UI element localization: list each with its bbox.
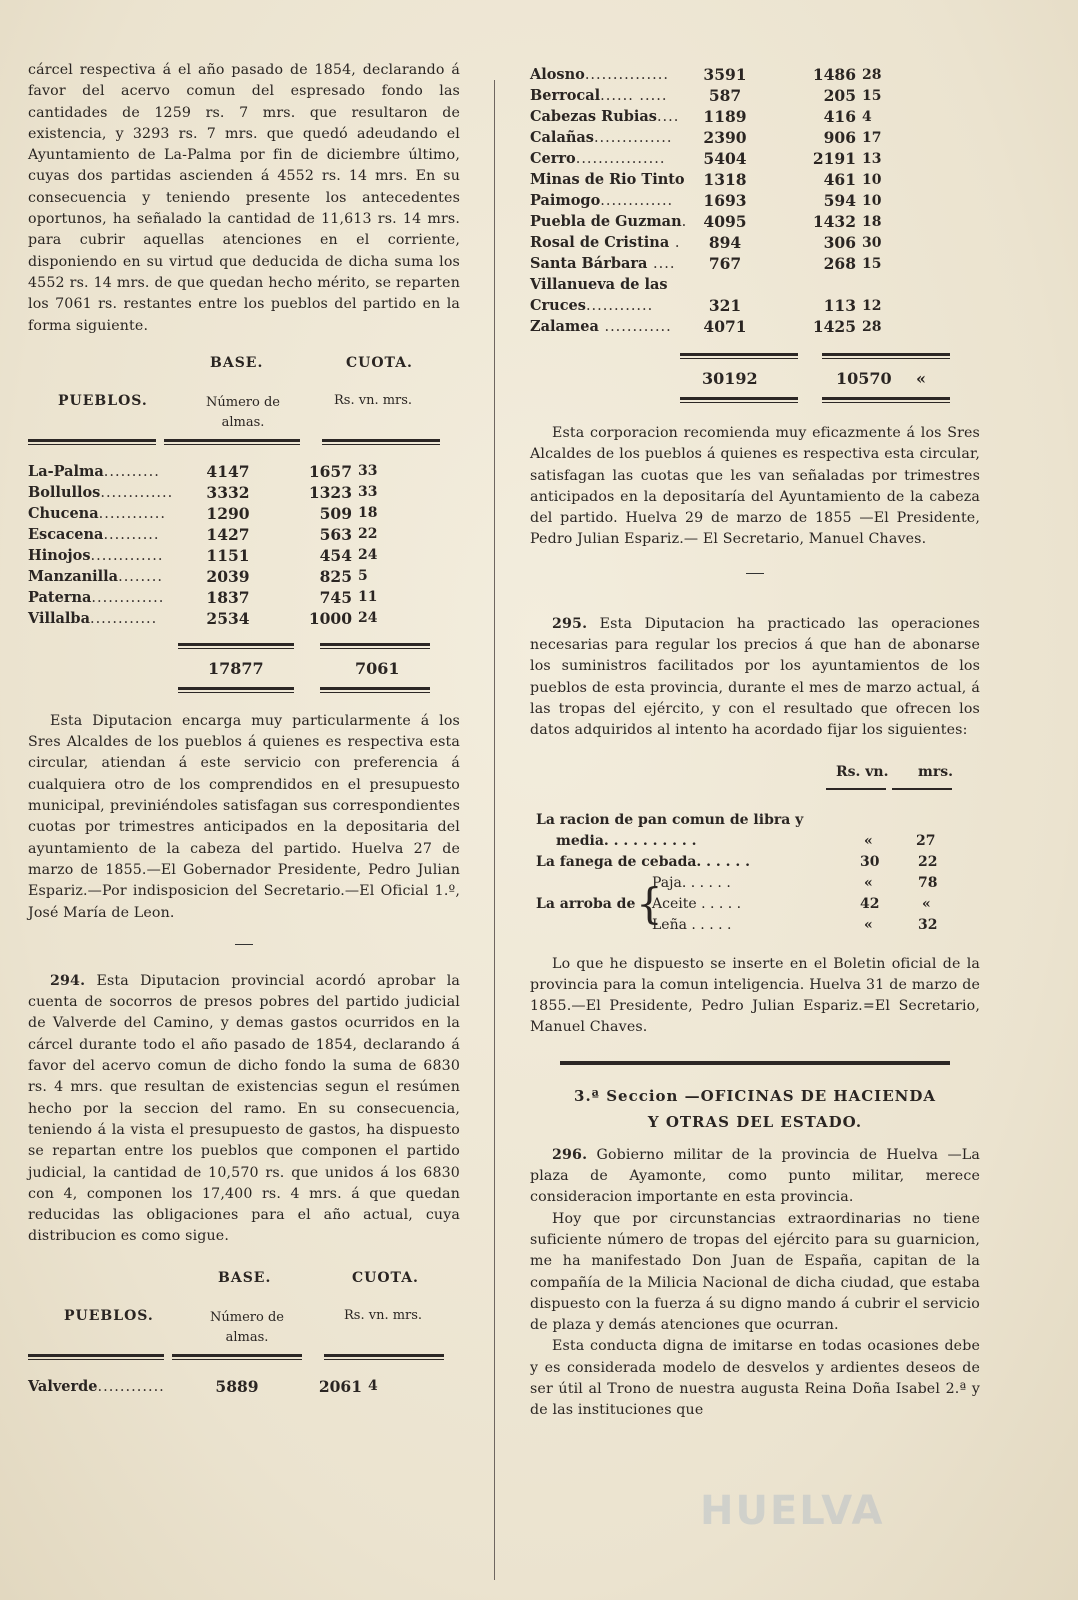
price-paja-label: Paja. . . . . . (652, 874, 731, 891)
almas-cell: 4147 (206, 461, 250, 481)
mrs-cell: 13 (862, 150, 882, 167)
mrs-cell: 15 (862, 87, 882, 104)
almas-cell: 4071 (703, 317, 747, 336)
rs-cell: 416 (823, 107, 856, 126)
mrs-cell (862, 274, 902, 295)
pueblo-name: Bollullos (28, 483, 101, 501)
table-row (530, 106, 980, 127)
total-mrs-3: « (916, 369, 926, 388)
paragraph-296-text: Gobierno militar de la provincia de Huelva —La plaza de Ayamonte, como punto militar, merece consideracion importante en esta provincia. (530, 1146, 980, 1206)
pueblo-name: Valverde (28, 1377, 98, 1395)
almas-cell: 2534 (206, 608, 250, 628)
table-row (530, 169, 980, 190)
mrs-cell: 28 (862, 66, 882, 83)
leader-dots: ............ (585, 298, 654, 314)
paragraph-conducta: Esta conducta digna de imitarse en todas ocasiones debe y es considerada modelo de desvelos y ardientes deseos de ser útil al Trono de nuestra augusta Reina Doña Isabel 2.ª y de las instituciones que (530, 1338, 980, 1419)
prices-table (530, 812, 980, 940)
table-row (530, 127, 980, 148)
rs-cell: 906 (823, 128, 856, 147)
table1 (28, 461, 460, 629)
table2-top-rule (28, 1354, 460, 1360)
rs-cell: 306 (823, 233, 856, 252)
base-heading-2: BASE. (218, 1269, 272, 1286)
pueblo-name: Minas de Rio Tinto (530, 171, 685, 188)
leader-dots: . (669, 235, 681, 251)
pueblo-cell (28, 608, 188, 629)
section-title-line1: 3.ª Seccion —OFICINAS DE HACIENDA (574, 1086, 936, 1105)
price-aceite-label: Aceite . . . . . (652, 895, 742, 912)
pueblo-cell (530, 127, 690, 148)
price-row-cebada-label: La fanega de cebada. . . . . . (536, 853, 751, 870)
mrs-cell: 17 (862, 129, 882, 146)
almas-cell: 2390 (703, 128, 747, 147)
table1-subheader (28, 391, 460, 435)
almas-cell: 1189 (703, 107, 747, 126)
pueblo-name: Manzanilla (28, 567, 119, 585)
article-number-294: 294. (50, 972, 86, 989)
table3-bottom-rule (680, 353, 980, 359)
leader-dots: .......... (103, 463, 160, 480)
rs-cell: 1432 (812, 212, 856, 231)
mrs-cell: 4 (368, 1378, 378, 1395)
rs-cell: 461 (823, 170, 856, 189)
mrs-cell: 33 (358, 463, 378, 480)
almas-cell: 3591 (703, 65, 747, 84)
pueblo-name: La-Palma (28, 462, 104, 480)
almas-cell: 767 (708, 254, 742, 273)
section-rule (560, 1061, 950, 1065)
table1-total-rule (178, 687, 460, 693)
paragraph-hoy: Hoy que por circunstancias extraordinarias no tiene suficiente número de tropas del ejército para su guarnicion, me ha manifestado Don Juan de España, capitan de la compañía de la Milicia Nacional de dicha ciudad, que estaba dispuesto con la fuerza á su digno mando á cubrir el servicio de plaza y demás atenciones que ocurran. (530, 1210, 980, 1334)
rs-cell: 205 (823, 86, 856, 105)
rs-cell: 1425 (812, 317, 856, 336)
leader-dots: ............. (600, 193, 674, 209)
almas-cell: 5889 (215, 1376, 259, 1396)
table-row (530, 232, 980, 253)
almas-cell (690, 274, 760, 295)
prices-header (530, 764, 980, 788)
table-row (530, 64, 980, 85)
leader-dots: ............ (598, 319, 672, 335)
pueblo-cell (530, 232, 690, 253)
rs-cell: 2061 (318, 1376, 362, 1396)
leader-dots: ............ (98, 505, 166, 522)
table-row (28, 524, 460, 545)
rs-cell: 1486 (812, 65, 856, 84)
column-divider (494, 80, 495, 1580)
rs-vn-mrs-heading-2: Rs. vn. mrs. (344, 1307, 423, 1323)
leader-dots: .... (656, 109, 680, 125)
pueblo-name: Alosno (530, 66, 585, 83)
table-row (530, 148, 980, 169)
paragraph-inserte: Lo que he dispuesto se inserte en el Boletin oficial de la provincia para la comun inteligencia. Huelva 31 de marzo de 1855.—El Presidente, Pedro Julian Espariz.=El Secretario, Manuel Chaves. (530, 955, 980, 1036)
leader-dots: ............. (100, 484, 174, 501)
pueblo-name: Villalba (28, 609, 90, 627)
mrs-cell: 28 (862, 318, 882, 335)
brace-icon: { (636, 878, 663, 928)
mrs-cell: 24 (358, 610, 378, 627)
rs-cell: 825 (319, 566, 352, 586)
cuota-heading: CUOTA. (346, 354, 413, 371)
pueblo-name: Calañas (530, 129, 594, 146)
cuota-heading-2: CUOTA. (352, 1269, 419, 1286)
table3-totals (530, 369, 980, 397)
separator-dash (235, 944, 253, 945)
leader-dots: .... (647, 256, 676, 272)
paragraph-295-text: Esta Diputacion ha practicado las operaciones necesarias para regular los precios á que han de abonarse los suministros facilitados por los ayuntamientos de los pueblos de esta provincia, durante el mes de marzo actual, á las tropas del ejército, y con el resultado que ofrecen los datos adquiridos al intento ha acordado fijar los siguientes: (530, 615, 980, 739)
pueblo-cell (28, 587, 188, 608)
almas-cell: 1837 (206, 587, 250, 607)
base-heading: BASE. (210, 354, 264, 371)
almas-cell: 5404 (703, 149, 747, 168)
mrs-cell: 18 (358, 505, 378, 522)
paragraph-recomienda: Esta corporacion recomienda muy eficazmente á los Sres Alcaldes de los pueblos á quienes es respectiva esta circular, satisfagan las cuotas que les van señaladas por trimestres anticipados en la depositaría del Ayuntamiento de la cabeza del partido. Huelva 29 de marzo de 1855 —El Presidente, Pedro Julian Espariz.— El Secretario, Manuel Chaves. (530, 425, 980, 548)
price-lena-rs: « (864, 916, 873, 933)
table-row (28, 608, 460, 629)
price-pan-mrs: 27 (916, 832, 936, 849)
price-cebada-rs: 30 (860, 853, 880, 870)
almas-cell: 321 (708, 296, 742, 315)
mrs-cell: 22 (358, 526, 378, 543)
leader-dots: ............... (584, 67, 669, 83)
rs-cell: 113 (823, 296, 856, 315)
price-paja-mrs: 78 (918, 874, 938, 891)
leader-dots: ............ (97, 1378, 165, 1395)
table1-top-rule (28, 439, 460, 445)
leader-dots: ................ (575, 151, 666, 167)
almas-cell: 587 (708, 86, 742, 105)
section-title-line2: Y OTRAS DEL ESTADO. (647, 1112, 863, 1131)
almas-cell: 1318 (703, 170, 747, 189)
pueblo-name: Santa Bárbara (530, 255, 648, 272)
rs-cell: 594 (823, 191, 856, 210)
table2 (28, 1376, 460, 1397)
pueblo-name: Puebla de Guzman (530, 213, 682, 230)
table1-bottom-rule (178, 643, 460, 649)
pueblo-cell (28, 545, 188, 566)
price-row-pan-label-2: media. . . . . . . . . . (556, 832, 697, 849)
rs-cell: 745 (319, 587, 352, 607)
pueblo-cell (28, 482, 188, 503)
paragraph-encarga: Esta Diputacion encarga muy particularmente á los Sres Alcaldes de los pueblos á quienes es respectiva esta circular, atiendan á este servicio con preferencia á cualquiera otro de los comprendidos en el presupuesto municipal, previniéndoles satisfagan sus correspondientes cuotas por trimestres anticipados en la depositaria del ayuntamiento de la cabeza del partido. Huelva 27 de marzo de 1855.—El Gobernador Presidente, Pedro Julian Espariz.—Por indisposicion del Secretario.—El Oficial 1.º, José María de Leon. (28, 712, 460, 921)
table-row (28, 566, 460, 587)
rs-cell (760, 274, 862, 295)
paragraph-294 (28, 971, 460, 1248)
pueblo-cell (530, 274, 690, 295)
leader-dots: ............. (90, 547, 164, 564)
table2-subheader (28, 1306, 460, 1350)
rs-cell: 268 (823, 254, 856, 273)
pueblo-name: Cruces (530, 297, 586, 314)
price-arroba-label: La arroba de (536, 895, 636, 912)
table1-totals (28, 659, 460, 687)
table-row (530, 190, 980, 211)
mrs-cell: 4 (862, 108, 872, 125)
pueblo-cell (530, 211, 690, 232)
pueblo-cell (530, 190, 690, 211)
rs-cell: 454 (319, 545, 352, 565)
pueblo-cell (28, 566, 188, 587)
pueblo-cell (530, 253, 690, 274)
price-pan-rs: « (864, 832, 873, 849)
mrs-cell: 15 (862, 255, 882, 272)
almas-cell: 4095 (703, 212, 747, 231)
total-cuota: 7061 (355, 658, 400, 678)
almas-cell: 1151 (206, 545, 250, 565)
paragraph-294-text: Esta Diputacion provincial acordó aprobar la cuenta de socorros de presos pobres del partido judicial de Valverde del Camino, y demas gastos ocurridos en la cárcel durante todo el año pasado de 1854, declarando á favor del acervo comun de dicho fondo la suma de 6830 rs. 4 mrs. que resultan de existencias segun el resúmen hecho por la seccion del ramo. En su consecuencia, teniendo á la vista el presupuesto de gastos, ha dispuesto se repartan entre los pueblos que componen el partido judicial, la cantidad de 10,570 rs. que unidos á los 6830 con 4, componen los 17,400 rs. 4 mrs. á que quedan reducidas las obligaciones para el año actual, cuya distribucion es como sigue. (28, 972, 460, 1245)
mrs-cell: 30 (862, 234, 882, 251)
table3-total-rule (680, 397, 980, 403)
rs-vn-mrs-heading: Rs. vn. mrs. (334, 392, 413, 408)
left-column (28, 60, 460, 1397)
paragraph-intro: cárcel respectiva á el año pasado de 1854, declarando á favor del acervo comun del espresado fondo las cantidades de 1259 rs. 7 mrs. que resultaron de existencia, y 3293 rs. 7 mrs. que quedó adeudando el Ayuntamiento de La-Palma por fin de diciembre último, cuyas dos partidas ascienden á 4552 rs. 14 mrs. En su consecuencia y teniendo presente los antecedentes oportunos, ha señalado la cantidad de 11,613 rs. 14 mrs. para cubrir aquellas atenciones en el corriente, disponiendo en su virtud que deducida de dicha suma los 4552 rs. 14 mrs. de que quedan hecho mérito, se reparten los 7061 rs. restantes entre los pueblos del partido en la forma siguiente. (28, 62, 460, 334)
pueblo-cell (530, 64, 690, 85)
almas-cell: 2039 (206, 566, 250, 586)
price-lena-mrs: 32 (918, 916, 938, 933)
watermark-logo: HUELVA (700, 1488, 885, 1534)
almas-cell: 894 (708, 233, 742, 252)
pueblo-cell (530, 106, 690, 127)
mrs-cell: 10 (862, 171, 882, 188)
pueblo-cell (28, 461, 188, 482)
pueblo-name: Hinojos (28, 546, 91, 564)
table2-header (28, 1270, 460, 1292)
total-cuota-3: 10570 (836, 369, 892, 388)
table-row (530, 211, 980, 232)
numero-almas-heading-2: Número de almas. (210, 1309, 284, 1345)
table-row (530, 274, 980, 295)
paragraph-295 (530, 614, 980, 742)
pueblo-name: Cabezas Rubias (530, 108, 657, 125)
mrs-cell: 24 (358, 547, 378, 564)
almas-cell: 1693 (703, 191, 747, 210)
pueblo-name: Paimogo (530, 192, 601, 209)
table-row (28, 1376, 460, 1397)
table-row (530, 253, 980, 274)
mrs-cell: 11 (358, 589, 378, 606)
price-lena-label: Leña . . . . . (652, 916, 732, 933)
pueblo-name: Escacena (28, 525, 104, 543)
mrs-cell: 18 (862, 213, 882, 230)
pueblo-cell (530, 148, 690, 169)
rs-cell: 1657 (308, 461, 352, 481)
table-row (28, 503, 460, 524)
price-cebada-mrs: 22 (918, 853, 938, 870)
pueblo-cell (530, 316, 690, 337)
leader-dots: ............. (91, 589, 165, 606)
numero-almas-heading: Número de almas. (206, 394, 280, 430)
pueblo-name: Berrocal (530, 87, 601, 104)
leader-dots: ............ (89, 610, 158, 627)
pueblo-cell (530, 295, 690, 316)
pueblo-cell (530, 169, 690, 190)
table-row (530, 316, 980, 337)
leader-dots: ...... ..... (600, 88, 668, 104)
rs-cell: 509 (319, 503, 352, 523)
paragraph-296 (530, 1145, 980, 1209)
pueblo-cell (28, 503, 188, 524)
price-row-pan-label: La racion de pan comun de libra y (536, 811, 804, 828)
pueblo-name: Cerro (530, 150, 576, 167)
table-row (28, 482, 460, 503)
pueblo-name: Chucena (28, 504, 99, 522)
leader-dots: .......... (103, 526, 160, 543)
table-row (28, 587, 460, 608)
pueblos-heading: PUEBLOS. (58, 392, 148, 409)
rs-cell: 1323 (308, 482, 352, 502)
pueblo-cell (28, 1376, 198, 1397)
table-row (28, 461, 460, 482)
prices-rule (826, 788, 980, 790)
price-aceite-rs: 42 (860, 895, 880, 912)
leader-dots: .............. (593, 130, 673, 146)
prices-mrs-heading: mrs. (918, 763, 953, 780)
pueblo-name: Rosal de Cristina (530, 234, 670, 251)
prices-rs-vn-heading: Rs. vn. (836, 763, 889, 780)
rs-cell: 563 (319, 524, 352, 544)
table1-header (28, 355, 460, 377)
leader-dots: ........ (118, 568, 163, 585)
rs-cell: 2191 (812, 149, 856, 168)
price-aceite-mrs: « (922, 895, 931, 912)
mrs-cell: 33 (358, 484, 378, 501)
table-row (28, 545, 460, 566)
pueblo-name: Paterna (28, 588, 92, 606)
pueblo-name: Zalamea (530, 318, 599, 335)
article-number-295: 295. (552, 615, 588, 632)
mrs-cell: 12 (862, 297, 882, 314)
table3 (530, 64, 980, 337)
separator-dash-2 (746, 573, 764, 574)
almas-cell: 3332 (206, 482, 250, 502)
pueblo-cell (530, 85, 690, 106)
table-row (530, 85, 980, 106)
total-almas: 17877 (208, 658, 264, 678)
mrs-cell: 5 (358, 568, 368, 585)
rs-cell: 1000 (308, 608, 352, 628)
almas-cell: 1427 (206, 524, 250, 544)
almas-cell: 1290 (206, 503, 250, 523)
table-row (530, 295, 980, 316)
pueblo-cell (28, 524, 188, 545)
pueblo-name: Villanueva de las (530, 276, 668, 293)
leader-dots: . (681, 214, 688, 230)
right-column (530, 64, 980, 1422)
total-almas-3: 30192 (702, 369, 758, 388)
price-paja-rs: « (864, 874, 873, 891)
article-number-296: 296. (552, 1146, 588, 1163)
pueblos-heading-2: PUEBLOS. (64, 1307, 154, 1324)
mrs-cell: 10 (862, 192, 882, 209)
